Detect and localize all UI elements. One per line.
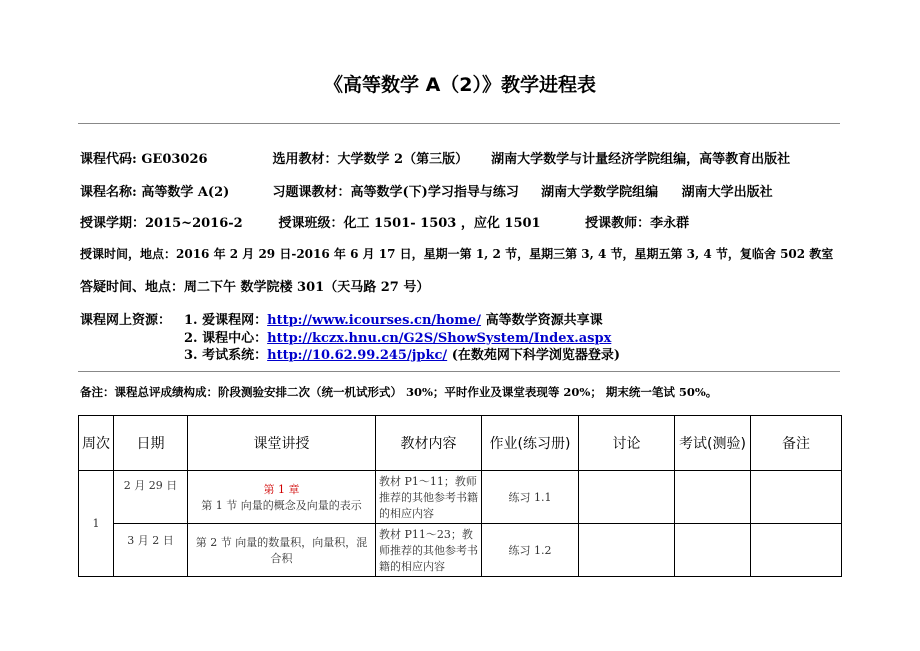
content-cell: 教材 P1～11；教师推荐的其他参考书籍的相应内容 xyxy=(376,471,482,524)
exam-cell xyxy=(675,524,751,577)
resource-link-icourses[interactable]: http://www.icourses.cn/home/ xyxy=(267,313,482,328)
schedule-table xyxy=(78,415,842,577)
grading-note: 备注：课程总评成绩构成：阶段测验安排二次（统一机试形式） 30%；平时作业及课堂表现等 20%； 期末统一笔试 50%。 xyxy=(80,385,718,399)
lecture-cell xyxy=(188,524,376,577)
header-remarks: 备注 xyxy=(751,416,842,471)
exercise-book: 习题课教材：高等数学(下)学习指导与练习 xyxy=(272,185,519,200)
resource-item: 2. 课程中心：http://kczx.hnu.cn/G2S/ShowSystem/Index.aspx xyxy=(184,331,612,346)
lecture-topic: 第 1 节 向量的概念及向量的表示 xyxy=(201,499,362,512)
page-title: 《高等数学 A（2）》教学进程表 xyxy=(323,74,597,96)
term: 授课学期：2015~2016-2 xyxy=(80,216,243,231)
header-exam: 考试(测验) xyxy=(675,416,751,471)
discussion-cell xyxy=(579,471,675,524)
header-date: 日期 xyxy=(114,416,188,471)
table-row xyxy=(79,524,842,577)
table-row xyxy=(79,471,842,524)
table-header-row xyxy=(79,416,842,471)
date-cell: 2 月 29 日 xyxy=(114,471,188,524)
homework-cell: 练习 1.1 xyxy=(482,471,579,524)
header-content: 教材内容 xyxy=(376,416,482,471)
textbook-publisher: 湖南大学数学与计量经济学院组编，高等教育出版社 xyxy=(491,152,791,167)
discussion-cell xyxy=(579,524,675,577)
resource-item: 3. 考试系统：http://10.62.99.245/jpkc/ (在数苑网下科学浏览器登录) xyxy=(184,348,621,363)
homework-cell: 练习 1.2 xyxy=(482,524,579,577)
exam-cell xyxy=(675,471,751,524)
resource-link-kczx[interactable]: http://kczx.hnu.cn/G2S/ShowSystem/Index.aspx xyxy=(267,331,612,346)
exercise-publisher-1: 湖南大学数学院组编 xyxy=(541,185,659,200)
resources-label: 课程网上资源： xyxy=(80,313,172,328)
exercise-publisher-2: 湖南大学出版社 xyxy=(681,185,773,200)
top-divider xyxy=(78,123,840,124)
classes: 授课班级：化工 1501- 1503 ，应化 1501 xyxy=(278,216,541,231)
course-code: 课程代码: GE03026 xyxy=(80,152,208,167)
lecture-cell xyxy=(188,471,376,524)
middle-divider xyxy=(78,371,840,372)
info-row-3 xyxy=(80,212,689,231)
time-place: 授课时间，地点：2016 年 2 月 29 日-2016 年 6 月 17 日，星期一第 1, 2 节，星期三第 3, 4 节，星期五第 3, 4 节，复临舍 502 教室 xyxy=(80,247,834,261)
header-week: 周次 xyxy=(79,416,114,471)
info-row-1 xyxy=(80,148,790,167)
info-row-2 xyxy=(80,181,773,200)
remarks-cell xyxy=(751,471,842,524)
header-homework: 作业(练习册) xyxy=(482,416,579,471)
remarks-cell xyxy=(751,524,842,577)
qa-time: 答疑时间、地点：周二下午 数学院楼 301（天马路 27 号） xyxy=(80,280,430,295)
content-cell: 教材 P11～23；教师推荐的其他参考书籍的相应内容 xyxy=(376,524,482,577)
week-cell: 1 xyxy=(79,471,114,577)
resource-item: 1. 爱课程网：http://www.icourses.cn/home/ 高等数学资源共享课 xyxy=(184,313,603,328)
chapter-title: 第 1 章 xyxy=(263,483,300,496)
lecture-topic: 第 2 节 向量的数量积，向量积，混合积 xyxy=(195,536,368,565)
resource-link-exam-system[interactable]: http://10.62.99.245/jpkc/ xyxy=(267,348,448,363)
course-name: 课程名称: 高等数学 A(2) xyxy=(80,185,230,200)
textbook: 选用教材：大学数学 2（第三版） xyxy=(272,152,469,167)
header-discussion: 讨论 xyxy=(579,416,675,471)
teacher: 授课教师：李永群 xyxy=(585,216,690,231)
header-lecture: 课堂讲授 xyxy=(188,416,376,471)
date-cell: 3 月 2 日 xyxy=(114,524,188,577)
